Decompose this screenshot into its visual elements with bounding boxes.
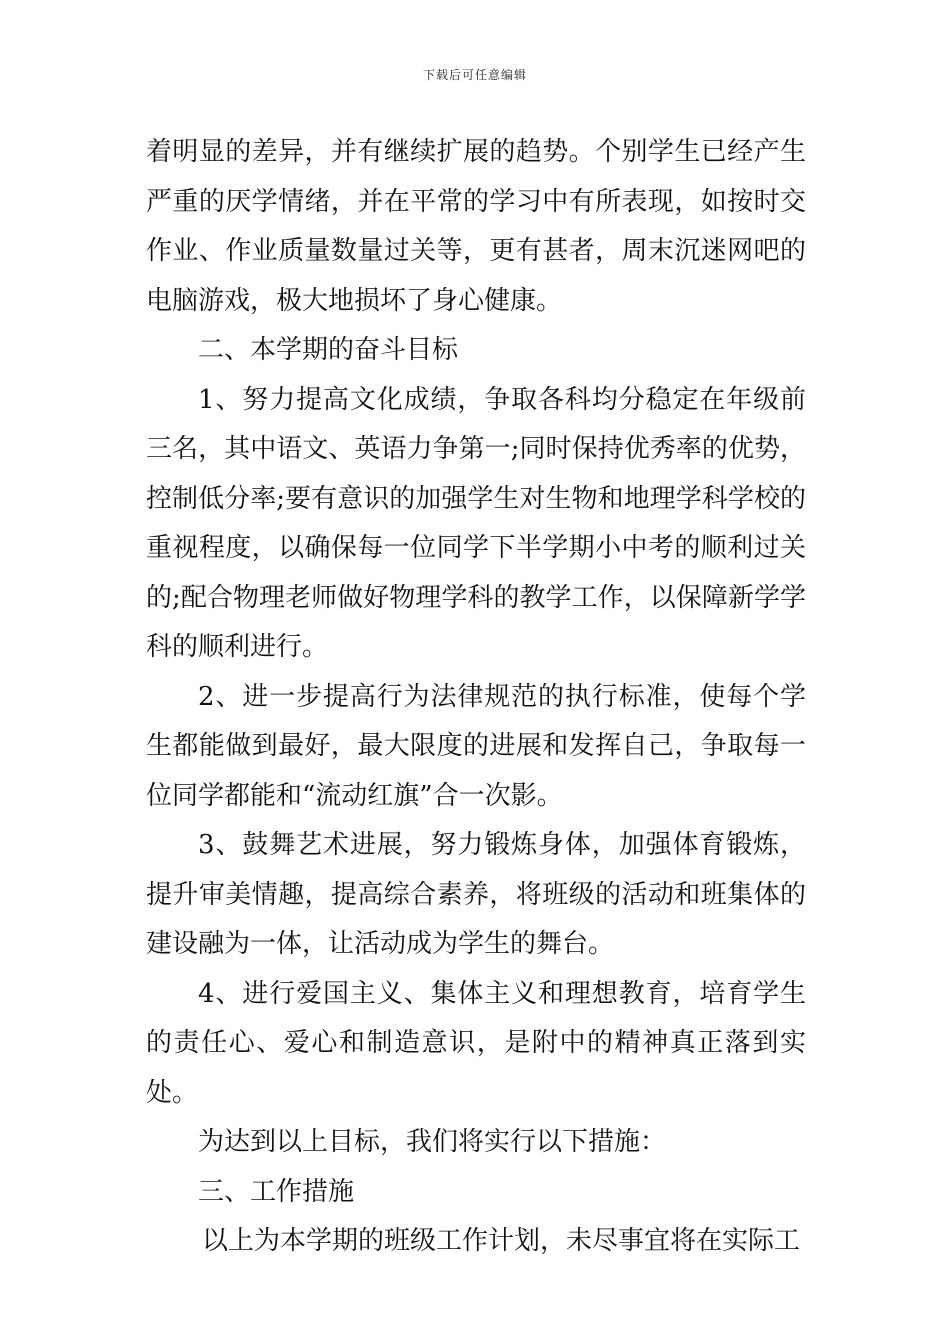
- goal-item-4: 4、进行爱国主义、集体主义和理想教育，培育学生的责任心、爱心和制造意识，是附中的精神真正落到实处。: [146, 978, 806, 1108]
- section-heading-goals: 二、本学期的奋斗目标: [198, 335, 459, 365]
- document-body: [146, 128, 806, 1267]
- goal-item-2: 2、进一步提高行为法律规范的执行标准，使每个学生都能做到最好，最大限度的进展和发挥自己，争取每一位同学都能和“流动红旗”合一次影。: [146, 681, 806, 811]
- paragraph-continuation: 着明显的差异，并有继续扩展的趋势。个别学生已经产生严重的厌学情绪，并在平常的学习中有所表现，如按时交作业、作业质量数量过关等，更有甚者，周末沉迷网吧的电脑游戏，极大地损坏了身心健康。: [146, 137, 806, 316]
- measures-intro: 为达到以上目标，我们将实行以下措施：: [198, 1127, 667, 1157]
- goal-item-1: 1、努力提高文化成绩，争取各科均分稳定在年级前三名，其中语文、英语力争第一;同时保持优秀率的优势，控制低分率;要有意识的加强学生对生物和地理学科学校的重视程度，以确保每一位同学下半学期小中考的顺利过关的;配合物理老师做好物理学科的教学工作，以保障新学学科的顺利进行。: [146, 384, 806, 662]
- section-heading-measures: 三、工作措施: [198, 1176, 355, 1207]
- header-note: 下载后可任意编辑: [422, 68, 527, 82]
- goal-item-3: 3、鼓舞艺术进展，努力锻炼身体，加强体育锻炼，提升审美情趣，提高综合素养，将班级的活动和班集体的建设融为一体，让活动成为学生的舞台。: [146, 830, 806, 959]
- closing-paragraph: 以上为本学期的班级工作计划，未尽事宜将在实际工: [202, 1226, 801, 1256]
